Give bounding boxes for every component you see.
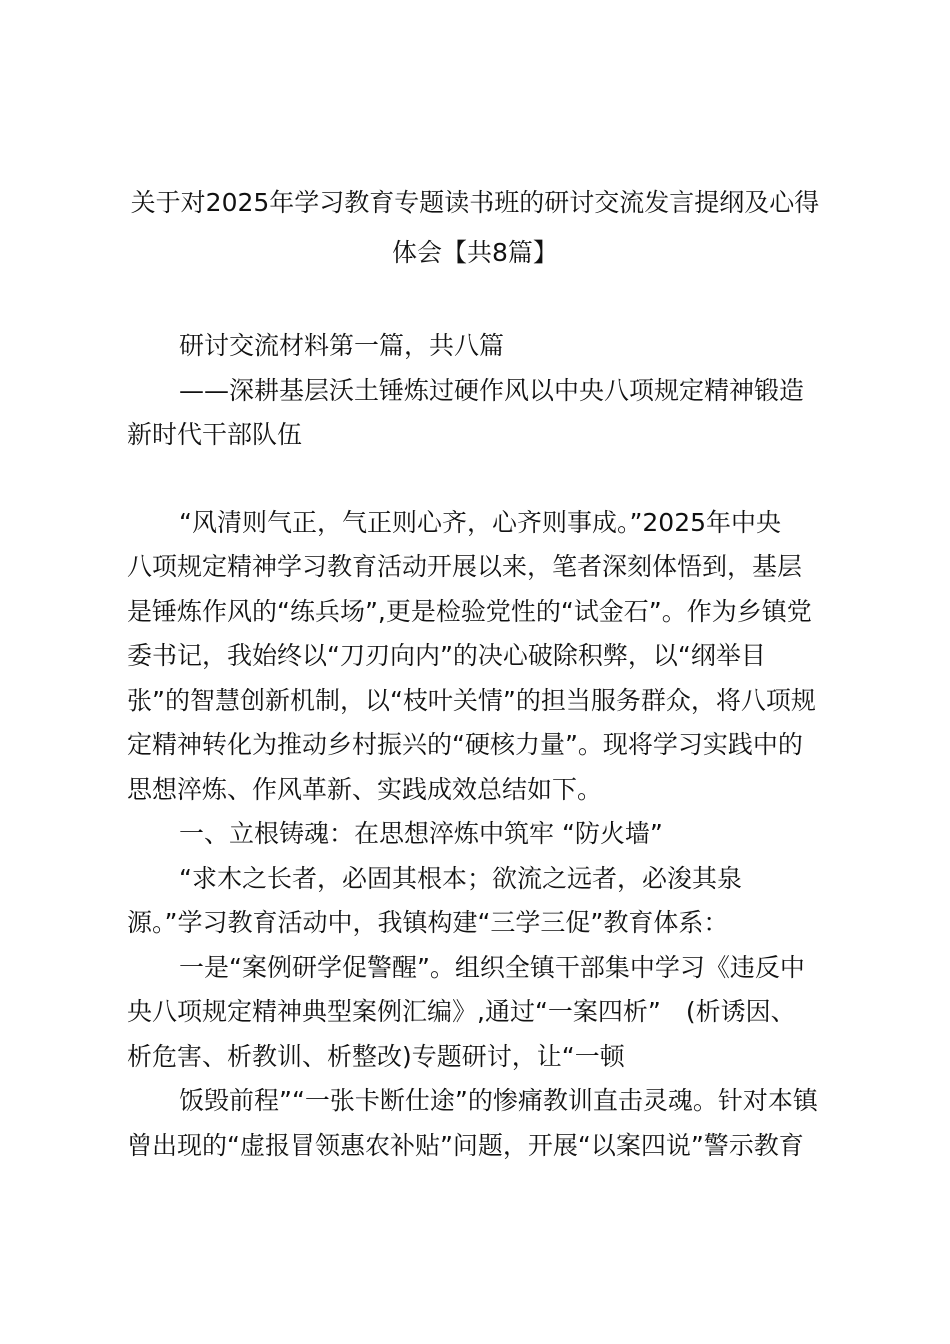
- title-line: 关于对2025年学习教育专题读书班的研讨交流发言提纲及心得: [130, 188, 820, 217]
- paragraph-line: 思想淬炼、作风革新、实践成效总结如下。: [127, 774, 603, 804]
- paragraph-line: 央八项规定精神典型案例汇编》,通过“一案四析” (析诱因、: [127, 997, 796, 1026]
- paragraph-line: 饭毁前程”“一张卡断仕途”的惨痛教训直击灵魂。针对本镇: [179, 1086, 818, 1115]
- paragraph-line: 一是“案例研学促警醒”。组织全镇干部集中学习《违反中: [179, 952, 805, 982]
- paragraph-line: 曾出现的“虚报冒领惠农补贴”问题，开展“以案四说”警示教育: [127, 1130, 804, 1160]
- paragraph-line: 八项规定精神学习教育活动开展以来，笔者深刻体悟到，基层: [127, 552, 803, 581]
- title-line: 体会【共8篇】: [392, 238, 558, 267]
- paragraph-line: 张”的智慧创新机制，以“枝叶关情”的担当服务群众，将八项规: [127, 685, 816, 715]
- paragraph-line: 委书记，我始终以“刀刃向内”的决心破除积弊，以“纲举目: [127, 641, 766, 670]
- paragraph-line: 源。”学习教育活动中，我镇构建“三学三促”教育体系：: [127, 908, 729, 937]
- article-subtitle-line: ——深耕基层沃土锤炼过硬作风以中央八项规定精神锻造: [179, 375, 805, 405]
- section-heading: 一、立根铸魂：在思想淬炼中筑牢 “防火墙”: [179, 819, 663, 848]
- article-subtitle-line: 新时代干部队伍: [127, 420, 303, 449]
- article-heading: 研讨交流材料第一篇，共八篇: [179, 331, 505, 360]
- paragraph-line: “求木之长者，必固其根本；欲流之远者，必浚其泉: [179, 863, 742, 893]
- paragraph-line: 定精神转化为推动乡村振兴的“硬核力量”。现将学习实践中的: [127, 730, 803, 759]
- document-body: [127, 324, 832, 1168]
- paragraph-gap: [127, 458, 832, 501]
- paragraph-line: 是锤炼作风的“练兵场”,更是检验党性的“试金石”。作为乡镇党: [127, 596, 812, 626]
- paragraph-line: “风清则气正，气正则心齐，心齐则事成。”2025年中央: [179, 507, 782, 537]
- document-title: [120, 178, 830, 278]
- paragraph-line: 析危害、析教训、析整改)专题研讨，让“一顿: [127, 1041, 625, 1071]
